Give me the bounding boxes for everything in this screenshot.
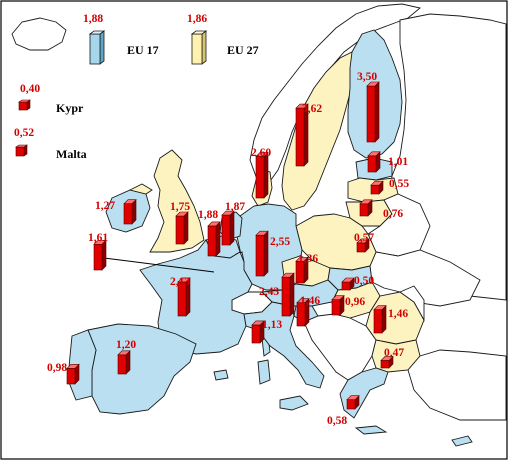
legend-eu27-value: 1,86 [187, 13, 208, 25]
bar-side-belgium [216, 222, 220, 256]
value-label-poland: 0,57 [354, 232, 375, 244]
bar-side-austria [290, 273, 294, 316]
value-label-romania: 1,46 [388, 308, 409, 320]
bar-front-estonia [368, 156, 376, 172]
bar-front-denmark [256, 156, 264, 198]
value-label-czech-republic: 1,36 [298, 253, 319, 265]
value-label-france-overseas: 1,61 [88, 232, 109, 244]
value-label-slovenia: 1,46 [300, 295, 321, 307]
kypr-value: 0,40 [20, 83, 41, 95]
legend-eu27-label: EU 27 [227, 43, 259, 57]
malta-label: Malta [56, 147, 87, 161]
bar-front-greece [347, 400, 355, 409]
value-label-spain: 1,20 [116, 339, 137, 351]
bar-front-netherlands [222, 215, 230, 245]
bar-side-united-kingdom [184, 212, 188, 244]
bar-side-denmark [264, 152, 268, 198]
kypr-label: Kypr [56, 101, 84, 115]
bar-side-france-overseas [102, 240, 106, 270]
value-label-estonia: 1,01 [388, 156, 409, 168]
bar-front-portugal [67, 368, 75, 384]
bar-side-finland [375, 82, 379, 142]
bar-side-netherlands [230, 211, 234, 245]
bar-side-germany [264, 231, 268, 276]
value-label-denmark: 2,60 [251, 147, 272, 159]
bar-front-united-kingdom [176, 216, 184, 244]
region-balearics [214, 370, 228, 380]
bar-front-slovakia [342, 282, 350, 290]
value-label-latvia: 0,55 [389, 178, 410, 190]
value-label-portugal: 0,98 [47, 362, 68, 374]
value-label-italy: 1,13 [262, 319, 283, 331]
value-label-united-kingdom: 1,75 [170, 201, 191, 213]
value-label-austria: 2,43 [259, 286, 280, 298]
value-label-slovakia: 0,50 [354, 275, 375, 287]
bar-side-romania [382, 306, 386, 333]
bar-front-spain [118, 355, 126, 374]
malta-value: 0,52 [14, 127, 35, 139]
bar-front-bulgaria [381, 360, 389, 368]
bar-front-belgium [208, 226, 216, 256]
region-sardinia [258, 360, 270, 384]
bar-front-romania [374, 310, 382, 333]
value-label-netherlands: 1,87 [225, 201, 246, 213]
value-label-ireland: 1,27 [95, 200, 116, 212]
bar-front-italy [252, 325, 260, 343]
legend-eu17-value: 1,88 [83, 13, 104, 25]
bar-front-poland [357, 243, 365, 252]
bar-front-ireland [124, 204, 132, 224]
value-label-hungary: 0,96 [345, 296, 366, 308]
bar-front-france-overseas [94, 244, 102, 270]
bar-front-lithuania [360, 204, 368, 216]
bar-front-austria [282, 277, 290, 316]
value-label-belgium: 1,88 [198, 209, 219, 221]
value-label-greece: 0,58 [327, 415, 348, 427]
bar-front-finland [367, 86, 375, 142]
value-label-sweden: 3,62 [302, 103, 323, 115]
bar-front-germany [256, 235, 264, 276]
value-label-france: 2,13 [170, 276, 191, 288]
value-label-finland: 3,50 [357, 71, 378, 83]
legend-eu17-label: EU 17 [127, 43, 159, 57]
bar-front-hungary [332, 300, 340, 315]
value-label-germany: 2,55 [270, 236, 291, 248]
bar-front-sweden [296, 108, 304, 166]
value-label-bulgaria: 0,47 [384, 347, 405, 359]
bar-front-latvia [371, 185, 379, 194]
value-label-lithuania: 0,76 [383, 208, 404, 220]
